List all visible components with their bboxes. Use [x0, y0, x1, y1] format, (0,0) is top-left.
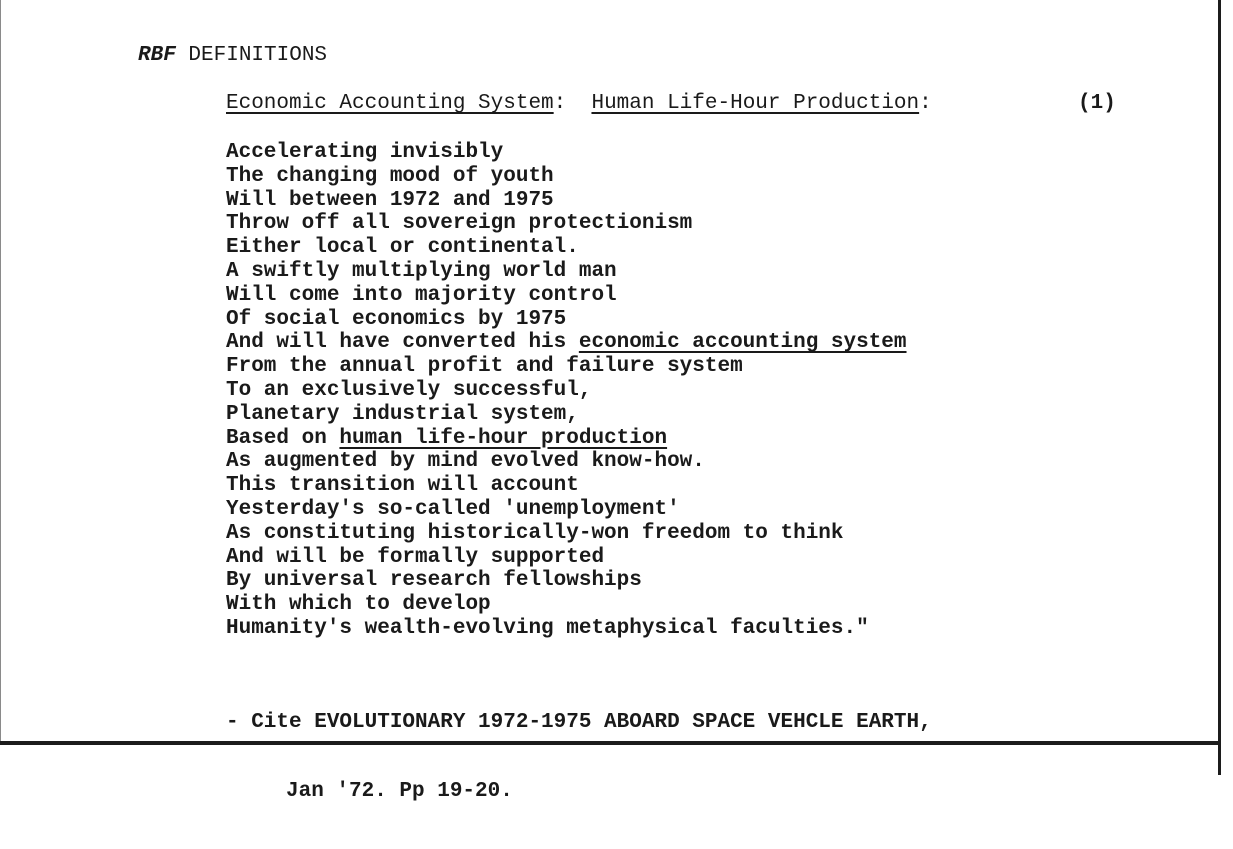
- poem-line: Yesterday's so-called 'unemployment': [226, 497, 680, 521]
- definition-heading: [226, 92, 932, 115]
- citation-line-1: - Cite EVOLUTIONARY 1972-1975 ABOARD SPACE VEHCLE EARTH,: [226, 711, 932, 734]
- header-title: DEFINITIONS: [175, 44, 328, 67]
- poem-line: From the annual profit and failure system: [226, 355, 743, 379]
- poem-line: By universal research fellowships: [226, 569, 642, 593]
- poem-line: Will come into majority control: [226, 283, 617, 307]
- page-number: (1): [1078, 92, 1116, 115]
- page-left-edge: [0, 0, 1, 745]
- poem-line: As constituting historically-won freedom to think: [226, 521, 844, 545]
- poem-line: This transition will account: [226, 474, 579, 498]
- header-prefix: RBF: [138, 44, 176, 67]
- poem-line: Throw off all sovereign protectionism: [226, 212, 693, 236]
- underlined-term-life-hour: human life-hour production: [339, 426, 668, 450]
- page-right-border: [1218, 0, 1221, 775]
- poem-line: Will between 1972 and 1975: [226, 188, 554, 212]
- poem-line: To an exclusively successful,: [226, 378, 592, 402]
- poem-line: Planetary industrial system,: [226, 402, 579, 426]
- poem-line: Accelerating invisibly: [226, 141, 504, 164]
- heading-term-life-hour: Human Life-Hour Production: [591, 92, 920, 115]
- heading-separator-2: :: [919, 92, 932, 115]
- heading-term-economic-accounting: Economic Accounting System: [226, 92, 554, 115]
- poem-body: [226, 141, 907, 641]
- poem-line: Of social economics by 1975: [226, 307, 567, 331]
- poem-line: Either local or continental.: [226, 236, 579, 260]
- citation-line-2: Jan '72. Pp 19-20.: [286, 780, 513, 803]
- poem-line: [226, 331, 907, 355]
- poem-line: The changing mood of youth: [226, 164, 554, 188]
- citation: [226, 665, 932, 849]
- poem-line: As augmented by mind evolved know-how.: [226, 450, 705, 474]
- poem-line: [226, 427, 907, 451]
- poem-line-prefix: Based on: [226, 426, 340, 450]
- poem-line: With which to develop: [226, 593, 491, 617]
- poem-line: And will be formally supported: [226, 545, 605, 569]
- page-header: [138, 44, 327, 67]
- underlined-term-economic-accounting: economic accounting system: [578, 331, 907, 355]
- heading-separator-1: :: [553, 92, 592, 115]
- poem-line: Humanity's wealth-evolving metaphysical faculties.": [226, 616, 869, 640]
- poem-line: A swiftly multiplying world man: [226, 259, 617, 283]
- poem-line-prefix: And will have converted his: [226, 331, 579, 355]
